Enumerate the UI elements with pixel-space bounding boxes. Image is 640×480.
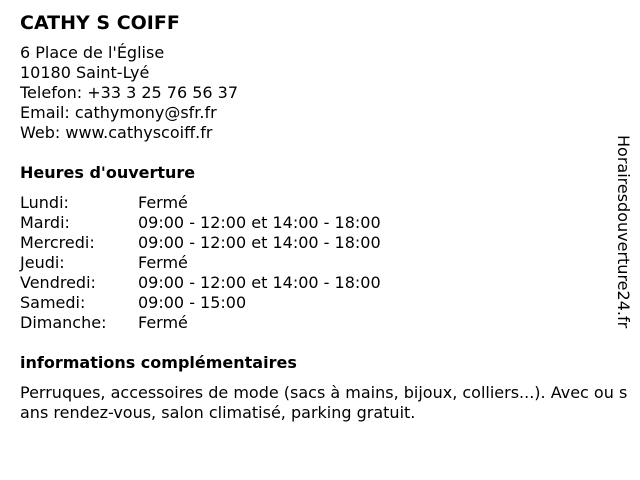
- address-street: 6 Place de l'Église: [20, 43, 165, 62]
- hours-row-sunday: [20, 313, 610, 333]
- hours-table: [20, 193, 610, 333]
- day-hours: 09:00 - 12:00 et 14:00 - 18:00: [138, 273, 381, 292]
- day-hours: Fermé: [138, 193, 188, 212]
- web-line: Web: www.cathyscoiff.fr: [20, 123, 213, 142]
- hours-row-saturday: [20, 293, 610, 313]
- day-label: Dimanche:: [20, 313, 107, 332]
- day-hours: 09:00 - 12:00 et 14:00 - 18:00: [138, 213, 381, 232]
- hours-row-tuesday: [20, 213, 610, 233]
- hours-row-monday: [20, 193, 610, 213]
- phone-line: Telefon: +33 3 25 76 56 37: [20, 83, 239, 102]
- day-hours: Fermé: [138, 313, 188, 332]
- day-hours: 09:00 - 12:00 et 14:00 - 18:00: [138, 233, 381, 252]
- business-name: CATHY S COIFF: [20, 12, 180, 34]
- hours-heading: Heures d'ouverture: [20, 163, 196, 182]
- info-heading: informations complémentaires: [20, 353, 297, 372]
- hours-row-wednesday: [20, 233, 610, 253]
- day-hours: 09:00 - 15:00: [138, 293, 247, 312]
- day-hours: Fermé: [138, 253, 188, 272]
- day-label: Mercredi:: [20, 233, 95, 252]
- day-label: Samedi:: [20, 293, 86, 312]
- day-label: Vendredi:: [20, 273, 96, 292]
- email-line: Email: cathymony@sfr.fr: [20, 103, 217, 122]
- day-label: Lundi:: [20, 193, 69, 212]
- address-city: 10180 Saint-Lyé: [20, 63, 150, 82]
- day-label: Mardi:: [20, 213, 70, 232]
- hours-row-friday: [20, 273, 610, 293]
- hours-row-thursday: [20, 253, 610, 273]
- day-label: Jeudi:: [20, 253, 65, 272]
- info-text: Perruques, accessoires de mode (sacs à mains, bijoux, colliers...). Avec ou sans rendez-vous, salon climatisé, parking gratuit.: [20, 383, 628, 422]
- site-watermark: Horairesdouverture24.fr: [614, 135, 633, 329]
